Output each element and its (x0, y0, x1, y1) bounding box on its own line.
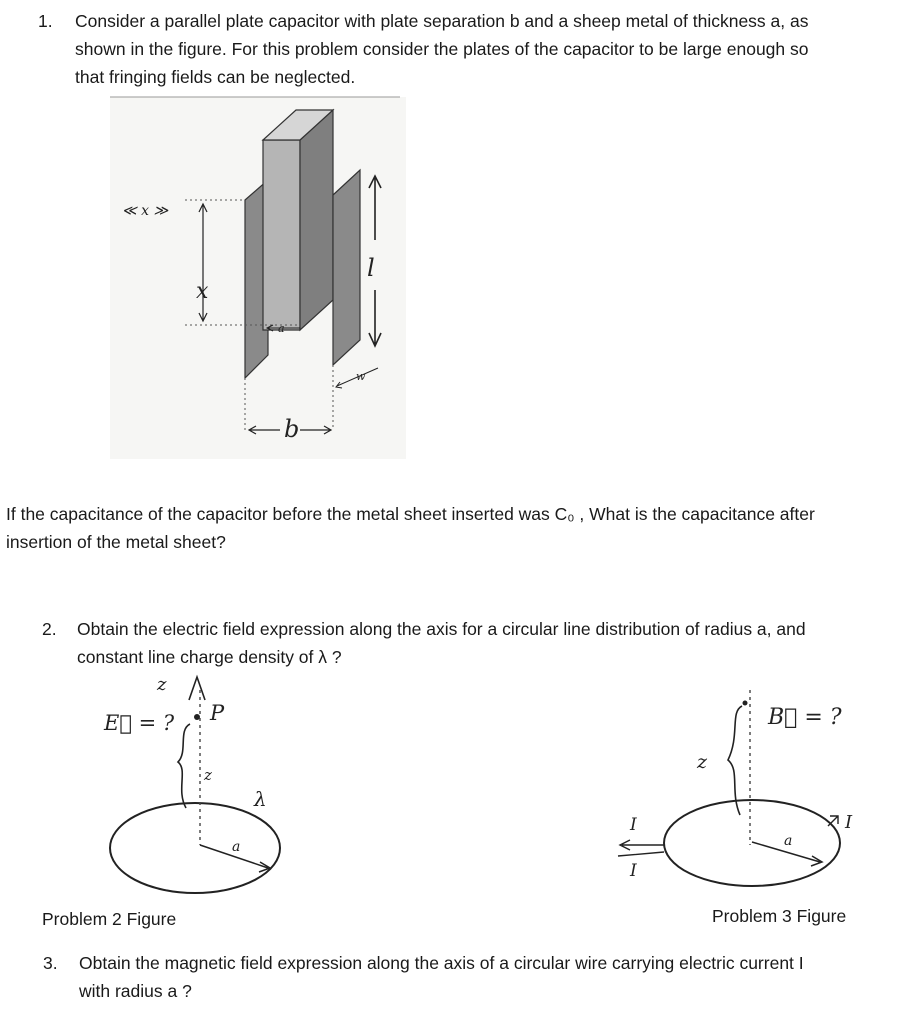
label-w: w (356, 370, 366, 383)
problem-1-line-3: that fringing fields can be neglected. (75, 67, 356, 87)
label-e-field: E⃗ = ? (104, 711, 175, 735)
label-radius-a-3: a (784, 833, 793, 849)
lead-wires (618, 840, 664, 856)
problem-1-line-2: shown in the figure. For this problem consider the plates of the capacitor to be large enough so (75, 39, 809, 59)
label-current-top: I (630, 815, 637, 835)
label-z-axis: z (157, 674, 167, 695)
label-radius-a: a (232, 839, 241, 855)
label-p: P (210, 701, 225, 725)
problem-3-figure-caption: Problem 3 Figure (712, 906, 847, 926)
label-lambda: λ (254, 787, 267, 811)
label-b-field: B⃗ = ? (768, 705, 842, 730)
label-z-3: z (697, 751, 708, 773)
problem-3-line-1: Obtain the magnetic field expression along the axis of a circular wire carrying electric current I (79, 953, 804, 973)
label-current-right: I (845, 812, 853, 833)
problem-3-number: 3. (43, 953, 58, 973)
current-loop (664, 800, 840, 886)
label-b: b (284, 415, 300, 443)
problem-1-question-line-1: If the capacitance of the capacitor before the metal sheet inserted was C₀ , What is the capacitance after (6, 504, 815, 524)
problem-2-figure-caption: Problem 2 Figure (42, 909, 177, 929)
label-a: a (278, 322, 285, 335)
side-marks: ≪ x ≫ (122, 203, 169, 219)
problem-2-number: 2. (42, 619, 57, 639)
field-point (743, 701, 748, 706)
problem-2-line-2: constant line charge density of λ ? (77, 647, 342, 667)
label-current-bottom: I (630, 861, 637, 881)
problem-1-line-1: Consider a parallel plate capacitor with plate separation b and a sheep metal of thickness a, as (75, 11, 809, 31)
label-x: x (196, 279, 209, 304)
problem-2-line-1: Obtain the electric field expression along the axis for a circular line distribution of radius a, and (77, 619, 806, 639)
problem-1-number: 1. (38, 11, 53, 31)
z-brace-3 (728, 706, 742, 815)
problem-3-line-2: with radius a ? (79, 981, 192, 1001)
label-z: z (204, 766, 212, 784)
label-l: l (367, 254, 375, 282)
problem-1-question-line-2: insertion of the metal sheet? (6, 532, 226, 552)
